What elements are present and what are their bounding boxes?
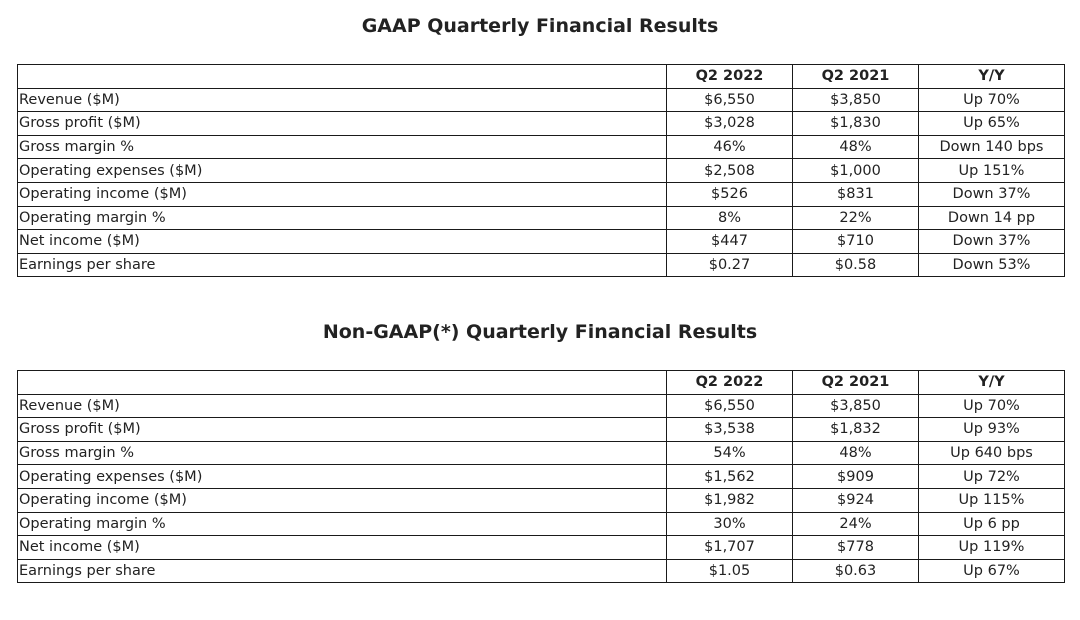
table-row — [18, 230, 1065, 254]
cell-q2-2022: 46% — [667, 135, 793, 159]
cell-q2-2022: $1.05 — [667, 559, 793, 583]
cell-q2-2022: $2,508 — [667, 159, 793, 183]
row-label: Net income ($M) — [18, 230, 667, 254]
cell-yy: Up 72% — [919, 465, 1065, 489]
table-row — [18, 465, 1065, 489]
gaap-section-title: GAAP Quarterly Financial Results — [361, 15, 719, 37]
cell-yy: Up 93% — [919, 418, 1065, 442]
non-gaap-section-title: Non-GAAP(*) Quarterly Financial Results — [322, 321, 758, 343]
table-row — [18, 159, 1065, 183]
header-yy: Y/Y — [919, 65, 1065, 89]
cell-q2-2021: $1,832 — [793, 418, 919, 442]
cell-q2-2021: $0.63 — [793, 559, 919, 583]
table-header-row — [18, 371, 1065, 395]
header-q2-2021: Q2 2021 — [793, 65, 919, 89]
cell-q2-2022: $447 — [667, 230, 793, 254]
row-label: Revenue ($M) — [18, 394, 667, 418]
cell-q2-2022: 8% — [667, 206, 793, 230]
cell-q2-2021: 22% — [793, 206, 919, 230]
table-row — [18, 182, 1065, 206]
row-label: Operating income ($M) — [18, 182, 667, 206]
cell-q2-2021: $778 — [793, 536, 919, 560]
table-row — [18, 112, 1065, 136]
cell-yy: Up 70% — [919, 88, 1065, 112]
cell-yy: Up 67% — [919, 559, 1065, 583]
row-label: Operating expenses ($M) — [18, 159, 667, 183]
row-label: Gross profit ($M) — [18, 112, 667, 136]
cell-yy: Up 115% — [919, 488, 1065, 512]
cell-yy: Up 65% — [919, 112, 1065, 136]
row-label: Earnings per share — [18, 253, 667, 277]
cell-yy: Up 70% — [919, 394, 1065, 418]
cell-q2-2022: $6,550 — [667, 394, 793, 418]
row-label: Net income ($M) — [18, 536, 667, 560]
cell-q2-2021: $909 — [793, 465, 919, 489]
table-row — [18, 559, 1065, 583]
table-row — [18, 394, 1065, 418]
cell-q2-2022: $3,028 — [667, 112, 793, 136]
cell-q2-2022: $1,707 — [667, 536, 793, 560]
row-label: Gross profit ($M) — [18, 418, 667, 442]
header-metric — [18, 371, 667, 395]
table-row — [18, 135, 1065, 159]
cell-yy: Down 37% — [919, 182, 1065, 206]
header-q2-2022: Q2 2022 — [667, 65, 793, 89]
row-label: Operating margin % — [18, 206, 667, 230]
table-row — [18, 253, 1065, 277]
cell-q2-2021: 24% — [793, 512, 919, 536]
row-label: Gross margin % — [18, 135, 667, 159]
cell-yy: Down 53% — [919, 253, 1065, 277]
header-yy: Y/Y — [919, 371, 1065, 395]
cell-q2-2022: $1,562 — [667, 465, 793, 489]
cell-q2-2021: 48% — [793, 135, 919, 159]
table-row — [18, 88, 1065, 112]
table-row — [18, 512, 1065, 536]
cell-q2-2021: $3,850 — [793, 88, 919, 112]
table-row — [18, 488, 1065, 512]
cell-q2-2021: $1,830 — [793, 112, 919, 136]
row-label: Operating income ($M) — [18, 488, 667, 512]
row-label: Earnings per share — [18, 559, 667, 583]
cell-q2-2022: $1,982 — [667, 488, 793, 512]
cell-yy: Up 151% — [919, 159, 1065, 183]
cell-yy: Up 640 bps — [919, 441, 1065, 465]
cell-q2-2022: 30% — [667, 512, 793, 536]
non-gaap-results-table — [17, 370, 1065, 583]
cell-q2-2021: $710 — [793, 230, 919, 254]
row-label: Revenue ($M) — [18, 88, 667, 112]
cell-q2-2022: $526 — [667, 182, 793, 206]
cell-q2-2021: $3,850 — [793, 394, 919, 418]
row-label: Gross margin % — [18, 441, 667, 465]
header-q2-2021: Q2 2021 — [793, 371, 919, 395]
row-label: Operating margin % — [18, 512, 667, 536]
cell-yy: Down 140 bps — [919, 135, 1065, 159]
table-row — [18, 206, 1065, 230]
table-row — [18, 441, 1065, 465]
cell-yy: Down 37% — [919, 230, 1065, 254]
cell-q2-2021: $831 — [793, 182, 919, 206]
cell-q2-2022: $3,538 — [667, 418, 793, 442]
cell-yy: Up 119% — [919, 536, 1065, 560]
header-metric — [18, 65, 667, 89]
table-row — [18, 418, 1065, 442]
table-row — [18, 536, 1065, 560]
row-label: Operating expenses ($M) — [18, 465, 667, 489]
cell-yy: Down 14 pp — [919, 206, 1065, 230]
table-header-row — [18, 65, 1065, 89]
cell-q2-2022: $0.27 — [667, 253, 793, 277]
cell-q2-2021: $0.58 — [793, 253, 919, 277]
gaap-results-table — [17, 64, 1065, 277]
cell-yy: Up 6 pp — [919, 512, 1065, 536]
cell-q2-2022: $6,550 — [667, 88, 793, 112]
cell-q2-2021: $1,000 — [793, 159, 919, 183]
cell-q2-2021: 48% — [793, 441, 919, 465]
cell-q2-2021: $924 — [793, 488, 919, 512]
header-q2-2022: Q2 2022 — [667, 371, 793, 395]
cell-q2-2022: 54% — [667, 441, 793, 465]
